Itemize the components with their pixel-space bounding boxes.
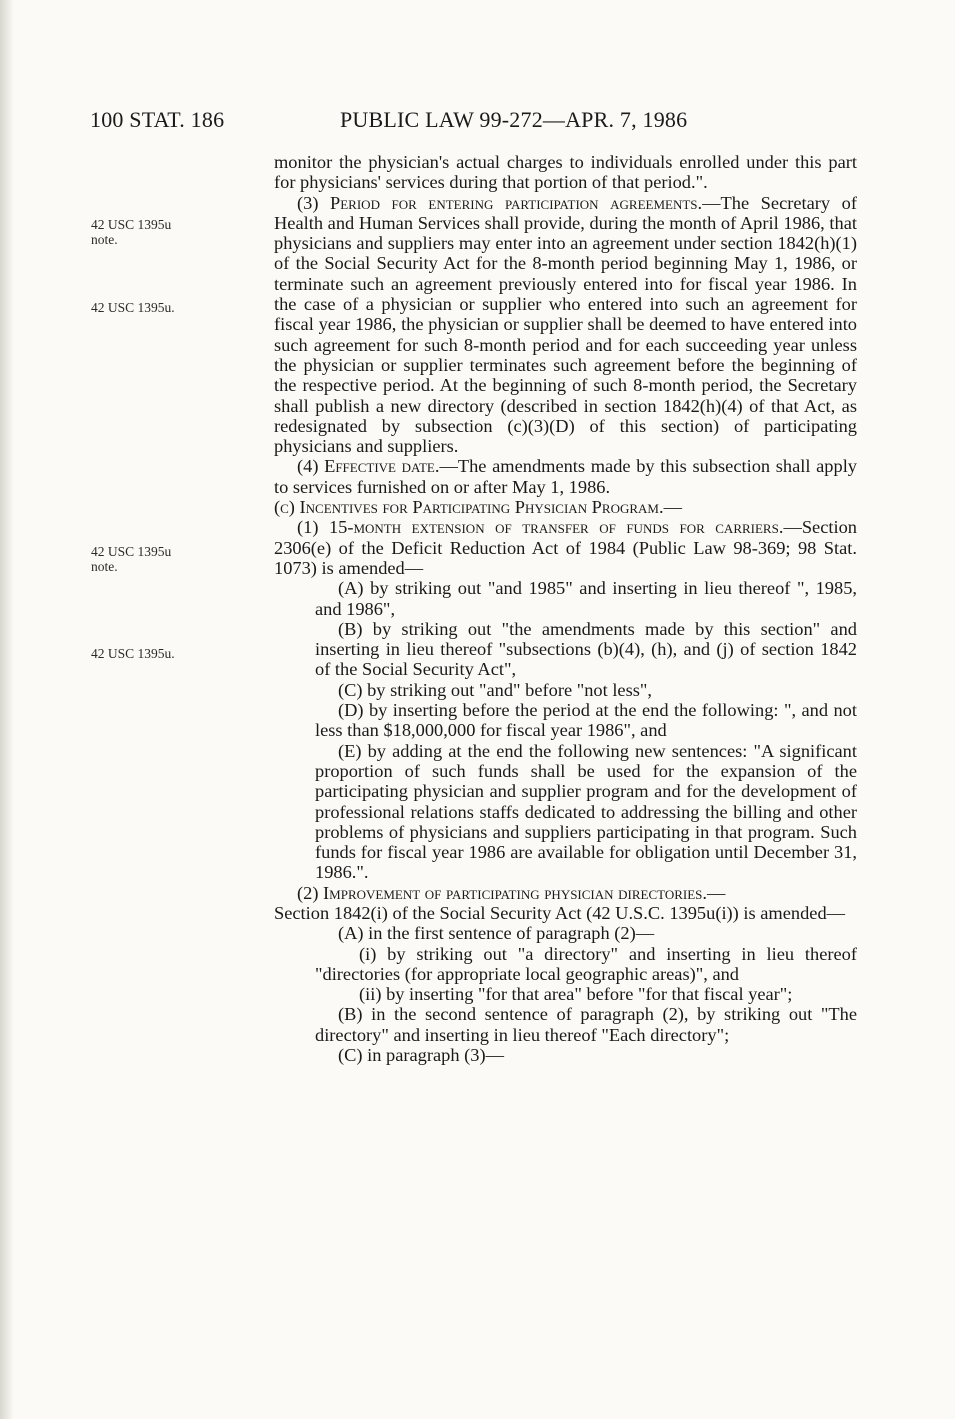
dash: —: [663, 497, 682, 518]
statute-body: [274, 152, 857, 1065]
paragraph-continuation: monitor the physician's actual charges to individuals enrolled under this part for physicians' services during that portion of that period.".: [274, 152, 857, 193]
page-edge-shadow: [0, 0, 14, 1419]
subsection-heading: (c) Incentives for Participating Physician Program.: [274, 497, 664, 518]
paragraph-c2: [274, 883, 857, 903]
paragraph-heading: (4) Effective date.: [297, 456, 440, 477]
paragraph-text: —The Secretary of Health and Human Services shall provide, during the month of April 1986, that physicians and suppliers may enter into an agreement under section 1842(h)(1) of the Social Security Act for the 8-month period beginning May 1, 1986, or terminate such an agreement previously entered into for fiscal year 1986. In the case of a physician or supplier who entered into such an agreement for fiscal year 1986, the physician or supplier shall be deemed to have entered into such agreement for such 8-month period and for each succeeding year unless the physician or supplier terminates such agreement before the beginning of the respective period. At the beginning of such 8-month period, the Secretary shall publish a new directory (described in section 1842(h)(4) of that Act, as redesignated by subsection (c)(3)(D) of this section) of participating physicians and suppliers.: [274, 192, 857, 457]
paragraph-c1: [274, 517, 857, 578]
clause-E: (E) by adding at the end the following new sentences: "A significant proportion of such funds shall be used for the expansion of the participating physician and supplier program and for the development of professional relations staffs dedicated to addressing the billing and other problems of physicians and suppliers participating in that program. Such funds for fiscal year 1986 are available for obligation until December 31, 1986.".: [315, 740, 857, 883]
paragraph-3: [274, 193, 857, 457]
clause-D: (D) by inserting before the period at the end the following: ", and not less than $18,000,000 for fiscal year 1986", and: [315, 700, 857, 741]
paragraph-heading: (2) Improvement of participating physician directories.: [297, 882, 708, 903]
subsection-c: [274, 497, 857, 517]
stat-page-number: 100 STAT. 186: [90, 107, 225, 132]
margin-note: 42 USC 1395u.: [91, 300, 175, 315]
clause-2A: (A) in the first sentence of paragraph (2)—: [338, 923, 655, 944]
clause-2C: (C) in paragraph (3)—: [338, 1045, 504, 1066]
paragraph-heading: (1) 15-month extension of transfer of funds for carriers.: [297, 517, 784, 538]
paragraph-text: —The amendments made by this subsection shall apply to services furnished on or after May 1, 1986.: [274, 456, 858, 497]
paragraph-c2-text: Section 1842(i) of the Social Security Act (42 U.S.C. 1395u(i)) is amended—: [274, 902, 846, 923]
margin-note: 42 USC 1395u note.: [91, 544, 172, 574]
dash: —: [707, 882, 726, 903]
paragraph-heading: (3) Period for entering participation agreements.: [297, 192, 703, 213]
law-title: PUBLIC LAW 99-272—APR. 7, 1986: [340, 107, 688, 132]
clause-2B: (B) in the second sentence of paragraph (2), by striking out "The directory" and inserting in lieu thereof "Each directory";: [315, 1004, 857, 1045]
clause-A: (A) by striking out "and 1985" and inserting in lieu thereof ", 1985, and 1986",: [315, 578, 857, 619]
clause-2A-ii: (ii) by inserting "for that area" before "for that fiscal year";: [359, 984, 793, 1005]
margin-note: 42 USC 1395u.: [91, 646, 175, 661]
paragraph-4: [274, 456, 857, 497]
clause-B: (B) by striking out "the amendments made by this section" and inserting in lieu thereof "subsections (b)(4), (h), and (j) of section 1842 of the Social Security Act",: [315, 618, 857, 680]
clause-C: (C) by striking out "and" before "not less",: [338, 679, 653, 700]
paragraph-text: —Section 2306(e) of the Deficit Reduction Act of 1984 (Public Law 98-369; 98 Stat. 1073) is amended—: [274, 517, 857, 578]
margin-note: 42 USC 1395u note.: [91, 217, 172, 247]
clause-2A-i: (i) by striking out "a directory" and inserting in lieu thereof "directories (for appropriate local geographic areas)", and: [315, 943, 857, 984]
